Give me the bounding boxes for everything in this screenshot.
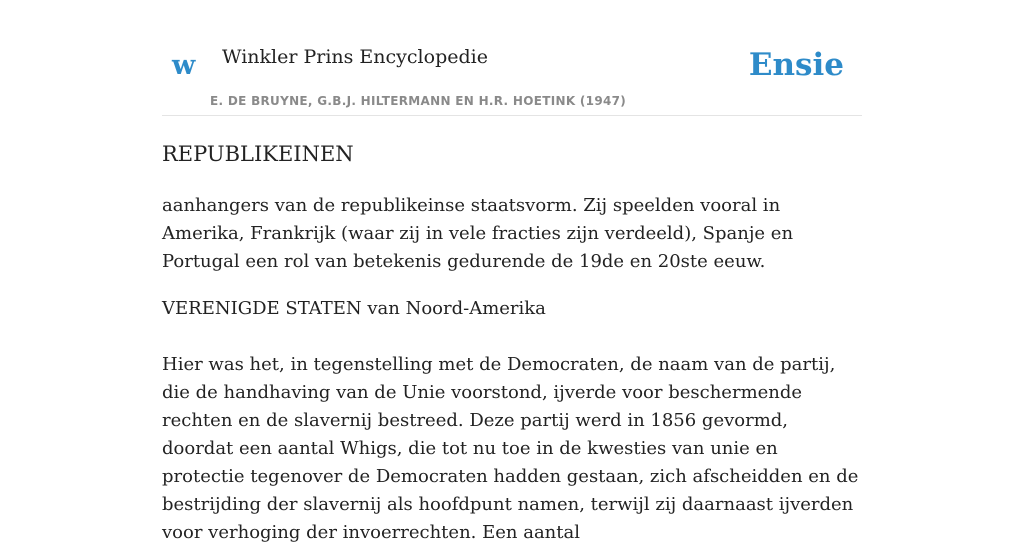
site-title[interactable]: Winkler Prins Encyclopedie <box>222 46 488 68</box>
article-paragraph-1: aanhangers van de republikeinse staatsvorm. Zij speelden vooral in Amerika, Frankrijk (waar zij in vele fracties zijn verdeeld), Spanje en Portugal een rol van betekenis gedurende de 19de en 20ste eeuw. <box>162 195 794 272</box>
winkler-prins-logo-icon[interactable]: w <box>172 50 196 81</box>
article-paragraph-2: Hier was het, in tegenstelling met de Democraten, de naam van de partij, die de handhaving van de Unie voorstond, ijverde voor beschermende rechten en de slavernij bestreed. Deze partij werd in 1856 gevormd, doordat een aantal Whigs, die tot nu toe in de kwesties van unie en protectie tegenover de Democraten hadden gestaan, zich afscheidden en de bestrijding der slavernij als hoofdpunt namen, terwijl zij daarnaast ijverden voor verhoging der invoerrechten. Een aantal <box>162 354 859 543</box>
authors-line: E. DE BRUYNE, G.B.J. HILTERMANN EN H.R. HOETINK (1947) <box>210 94 627 108</box>
site-header <box>162 0 862 116</box>
entry-title: REPUBLIKEINEN <box>162 142 354 166</box>
ensie-logo-link[interactable]: Ensie <box>748 47 844 83</box>
article-subheading: VERENIGDE STATEN van Noord-Amerika <box>162 298 546 319</box>
